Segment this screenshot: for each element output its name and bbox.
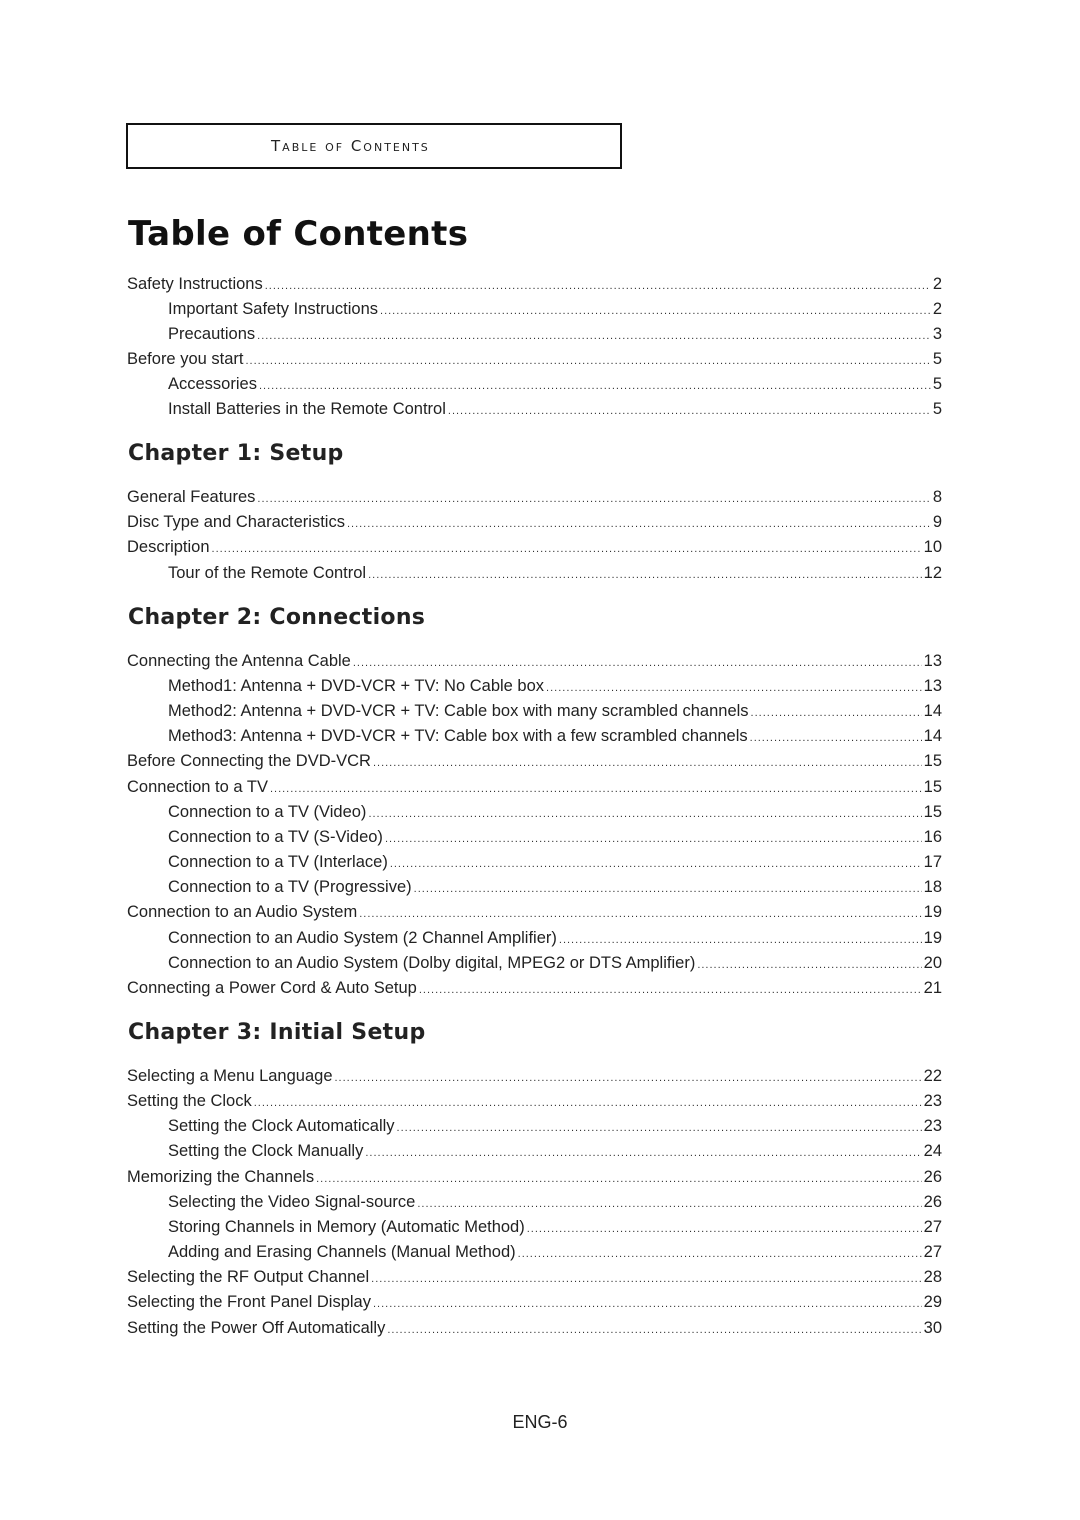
toc-leader bbox=[527, 1218, 922, 1240]
toc-entry[interactable]: Memorizing the Channels ..... 26 bbox=[127, 1166, 942, 1188]
toc-entry[interactable]: Adding and Erasing Channels (Manual Method) ..... 27 bbox=[168, 1241, 942, 1263]
toc-leader bbox=[373, 752, 922, 774]
toc-entry[interactable]: Method2: Antenna + DVD-VCR + TV: Cable box with many scrambled channels ..... 14 bbox=[168, 700, 942, 722]
toc-leader bbox=[335, 1067, 922, 1089]
toc-leader bbox=[353, 652, 922, 674]
toc-entry[interactable]: Setting the Clock Manually ..... 24 bbox=[168, 1140, 942, 1162]
toc-leader bbox=[245, 350, 930, 372]
toc-entry[interactable]: Method1: Antenna + DVD-VCR + TV: No Cable box ..... 13 bbox=[168, 675, 942, 697]
toc-leader bbox=[559, 929, 922, 951]
toc-entry[interactable]: Accessories ..... 5 bbox=[168, 373, 942, 395]
toc-leader bbox=[385, 828, 922, 850]
toc-leader bbox=[390, 853, 922, 875]
header-label: Table of Contents bbox=[271, 137, 430, 155]
toc-leader bbox=[750, 727, 922, 749]
toc-leader bbox=[518, 1243, 922, 1265]
toc-entry[interactable]: Method3: Antenna + DVD-VCR + TV: Cable box with a few scrambled channels ..... 14 bbox=[168, 725, 942, 747]
toc-leader bbox=[257, 488, 930, 510]
toc-entry[interactable]: Connection to an Audio System ..... 19 bbox=[127, 901, 942, 923]
toc-leader bbox=[419, 979, 922, 1001]
toc-entry[interactable]: Tour of the Remote Control ..... 12 bbox=[168, 562, 942, 584]
page-title: Table of Contents bbox=[128, 214, 469, 254]
toc-leader bbox=[347, 513, 931, 535]
toc-entry[interactable]: Description ..... 10 bbox=[127, 536, 942, 558]
toc-entry[interactable]: Connection to a TV (Video) ..... 15 bbox=[168, 801, 942, 823]
toc-entry[interactable]: Important Safety Instructions ..... 2 bbox=[168, 298, 942, 320]
toc-leader bbox=[751, 702, 922, 724]
toc-entry[interactable]: Connecting a Power Cord & Auto Setup ..... 21 bbox=[127, 977, 942, 999]
toc-entry[interactable]: Storing Channels in Memory (Automatic Method) ..... 27 bbox=[168, 1216, 942, 1238]
toc-entry[interactable]: Selecting a Menu Language ..... 22 bbox=[127, 1065, 942, 1087]
toc-entry[interactable]: Connection to a TV (Progressive) ..... 18 bbox=[168, 876, 942, 898]
toc-leader bbox=[265, 275, 931, 297]
toc-entry[interactable]: Connection to a TV (S-Video) ..... 16 bbox=[168, 826, 942, 848]
toc-leader bbox=[697, 954, 921, 976]
header-box bbox=[126, 123, 622, 169]
toc-leader bbox=[448, 400, 931, 422]
toc-entry[interactable]: Selecting the Video Signal-source ..... 26 bbox=[168, 1191, 942, 1213]
toc-entry[interactable]: General Features ..... 8 bbox=[127, 486, 942, 508]
toc-leader bbox=[270, 778, 922, 800]
toc-entry[interactable]: Install Batteries in the Remote Control ..... 5 bbox=[168, 398, 942, 420]
toc-leader bbox=[365, 1142, 921, 1164]
toc-leader bbox=[212, 538, 922, 560]
toc-entry[interactable]: Setting the Power Off Automatically ..... 30 bbox=[127, 1317, 942, 1339]
toc-entry[interactable]: Connection to a TV (Interlace) ..... 17 bbox=[168, 851, 942, 873]
page-number: ENG-6 bbox=[512, 1412, 568, 1432]
toc-leader bbox=[368, 564, 922, 586]
toc-leader bbox=[371, 1268, 921, 1290]
chapter-1-title: Chapter 1: Setup bbox=[128, 441, 344, 466]
toc-leader bbox=[373, 1293, 922, 1315]
toc-leader bbox=[254, 1092, 922, 1114]
chapter-2-title: Chapter 2: Connections bbox=[128, 605, 426, 630]
toc-leader bbox=[380, 300, 931, 322]
toc-leader bbox=[316, 1168, 922, 1190]
toc-leader bbox=[397, 1117, 922, 1139]
toc-entry[interactable]: Connecting the Antenna Cable ..... 13 bbox=[127, 650, 942, 672]
toc-entry[interactable]: Connection to an Audio System (2 Channel Amplifier) ..... 19 bbox=[168, 927, 942, 949]
toc-entry[interactable]: Setting the Clock ..... 23 bbox=[127, 1090, 942, 1112]
toc-entry[interactable]: Before you start ..... 5 bbox=[127, 348, 942, 370]
toc-leader bbox=[546, 677, 922, 699]
toc-leader bbox=[259, 375, 931, 397]
toc-entry[interactable]: Connection to a TV ..... 15 bbox=[127, 776, 942, 798]
toc-entry[interactable]: Selecting the RF Output Channel ..... 28 bbox=[127, 1266, 942, 1288]
toc-leader bbox=[414, 878, 922, 900]
toc-leader bbox=[359, 903, 921, 925]
toc-leader bbox=[368, 803, 921, 825]
toc-leader bbox=[257, 325, 931, 347]
toc-leader bbox=[417, 1193, 921, 1215]
toc-entry[interactable]: Disc Type and Characteristics ..... 9 bbox=[127, 511, 942, 533]
toc-entry[interactable]: Connection to an Audio System (Dolby digital, MPEG2 or DTS Amplifier) ..... 20 bbox=[168, 952, 942, 974]
toc-entry[interactable]: Before Connecting the DVD-VCR ..... 15 bbox=[127, 750, 942, 772]
chapter-3-title: Chapter 3: Initial Setup bbox=[128, 1020, 426, 1045]
toc-entry[interactable]: Safety Instructions ..... 2 bbox=[127, 273, 942, 295]
toc-entry[interactable]: Setting the Clock Automatically ..... 23 bbox=[168, 1115, 942, 1137]
toc-entry[interactable]: Selecting the Front Panel Display ..... 29 bbox=[127, 1291, 942, 1313]
toc-entry[interactable]: Precautions ..... 3 bbox=[168, 323, 942, 345]
toc-leader bbox=[387, 1319, 921, 1341]
